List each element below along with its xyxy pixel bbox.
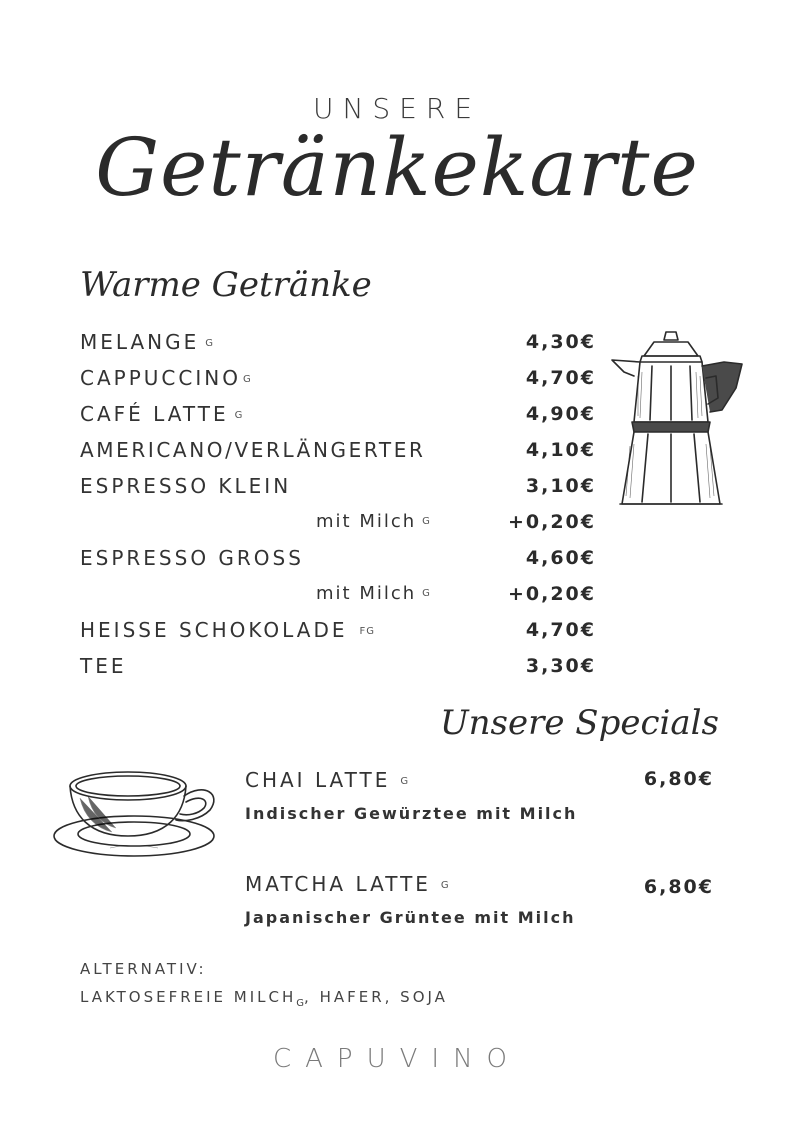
menu-subitem [316, 585, 431, 603]
item-name: TEE [80, 654, 127, 678]
item-price: +0,20€ [507, 583, 596, 605]
item-name: MATCHA LATTE [245, 872, 431, 896]
item-tag: G [422, 588, 431, 599]
item-tag: G [422, 516, 431, 527]
item-name: ESPRESSO KLEIN [80, 474, 292, 498]
moka-pot-icon [604, 326, 754, 512]
coffee-cup-icon [50, 764, 222, 860]
alternatives-label: ALTERNATIV: [80, 960, 207, 978]
alternatives-rest: , HAFER, SOJA [304, 988, 448, 1006]
menu-item [80, 656, 127, 676]
brand-logo-text: CAPUVINO [272, 1044, 522, 1074]
item-tag: G [400, 775, 410, 787]
item-price: 4,10€ [525, 439, 596, 461]
section-title-specials: Unsere Specials [440, 703, 719, 743]
item-price: 6,80€ [643, 768, 714, 790]
item-name: CHAI LATTE [245, 768, 391, 792]
menu-item [80, 620, 375, 640]
item-name: MELANGE [80, 330, 200, 354]
item-name: AMERICANO/VERLÄNGERTER [80, 438, 426, 462]
alternatives-line [80, 990, 448, 1009]
item-tag: G [242, 373, 252, 385]
menu-item [80, 476, 291, 496]
item-description: Japanischer Grüntee mit Milch [245, 908, 576, 927]
item-name: mit Milch [316, 511, 417, 532]
menu-item [80, 368, 252, 388]
item-name: ESPRESSO GROSS [80, 546, 304, 570]
item-price: 4,70€ [525, 367, 596, 389]
item-tag: G [205, 337, 215, 349]
item-name: CAPPUCCINO [80, 366, 241, 390]
item-price: 4,90€ [525, 403, 596, 425]
menu-item [80, 548, 304, 568]
item-name: HEISSE SCHOKOLADE [80, 618, 348, 642]
item-description: Indischer Gewürztee mit Milch [245, 804, 578, 823]
item-tag: G [440, 879, 450, 891]
alternatives-lactose: LAKTOSEFREIE MILCH [80, 988, 297, 1006]
item-price: 4,30€ [525, 331, 596, 353]
menu-subitem [316, 513, 431, 531]
menu-item [80, 404, 243, 424]
item-price: 4,60€ [525, 547, 596, 569]
menu-item [80, 440, 425, 460]
item-price: +0,20€ [507, 511, 596, 533]
menu-kicker: UNSERE [312, 92, 482, 125]
item-tag: FG [359, 625, 375, 637]
item-price: 4,70€ [525, 619, 596, 641]
item-price: 6,80€ [643, 876, 714, 898]
item-price: 3,30€ [525, 655, 596, 677]
item-tag: G [234, 409, 244, 421]
special-item [245, 874, 450, 894]
section-title-warm: Warme Getränke [80, 265, 372, 305]
item-name: mit Milch [316, 583, 417, 604]
alternatives-tag: G [296, 998, 305, 1009]
menu-title: Getränkekarte [95, 121, 699, 214]
special-item [245, 770, 409, 790]
menu-item [80, 332, 214, 352]
item-price: 3,10€ [525, 475, 596, 497]
item-name: CAFÉ LATTE [80, 402, 229, 426]
